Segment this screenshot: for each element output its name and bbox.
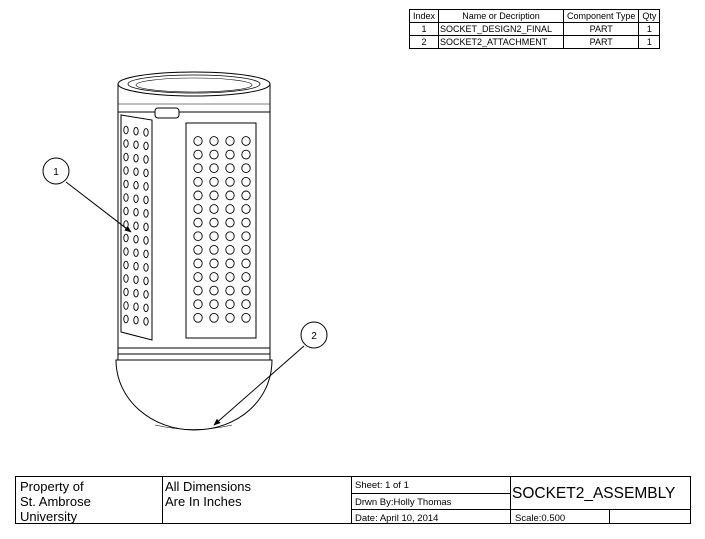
perforation-hole <box>194 191 202 200</box>
perforation-hole <box>124 234 128 242</box>
perforation-hole <box>124 248 128 256</box>
perforation-hole <box>194 218 202 227</box>
perforation-hole <box>242 273 250 282</box>
perforation-hole <box>210 273 218 282</box>
perforation-hole <box>226 259 234 268</box>
perforation-hole <box>134 303 138 311</box>
perforation-hole <box>134 168 138 176</box>
perforation-hole <box>194 205 202 214</box>
bom-cell-name: SOCKET_DESIGN2_FINAL <box>439 23 564 36</box>
perforation-hole <box>226 245 234 254</box>
drawing-date: Date: April 10, 2014 <box>355 513 439 524</box>
perforation-hole <box>210 313 218 322</box>
perforation-hole <box>194 232 202 241</box>
property-line-2: St. Ambrose <box>20 494 91 509</box>
perforation-hole <box>134 208 138 216</box>
bom-cell-type: PART <box>564 23 639 36</box>
perforation-hole <box>134 141 138 149</box>
perforation-hole <box>242 259 250 268</box>
perforation-hole <box>144 129 148 137</box>
perforation-hole <box>124 207 128 215</box>
perforation-hole <box>124 288 128 296</box>
perforation-hole <box>134 262 138 270</box>
perforation-hole <box>242 218 250 227</box>
perforation-hole <box>194 164 202 173</box>
perforation-hole <box>134 222 138 230</box>
perforation-hole <box>124 261 128 269</box>
perforation-hole <box>242 313 250 322</box>
perforation-hole <box>124 167 128 175</box>
bom-cell-qty: 1 <box>639 23 660 36</box>
perforation-hole <box>124 275 128 283</box>
perforation-hole <box>226 300 234 309</box>
perforation-hole <box>144 304 148 312</box>
perforation-hole <box>210 232 218 241</box>
perforation-hole <box>144 196 148 204</box>
perforation-hole <box>134 235 138 243</box>
perforation-hole <box>194 137 202 146</box>
perforation-hole <box>226 313 234 322</box>
perforation-hole <box>124 180 128 188</box>
perforation-hole <box>226 286 234 295</box>
drawing-scale: Scale:0.500 <box>515 513 566 524</box>
bom-cell-name: SOCKET2_ATTACHMENT <box>439 36 564 49</box>
perforation-hole <box>124 194 128 202</box>
perforation-hole <box>124 126 128 134</box>
perforation-hole <box>210 191 218 200</box>
perforation-hole <box>210 245 218 254</box>
part-name: SOCKET2_ASSEMBLY <box>512 485 676 502</box>
perforation-hole <box>194 300 202 309</box>
perforation-hole <box>242 245 250 254</box>
perforation-hole <box>194 150 202 159</box>
perforation-hole <box>226 150 234 159</box>
perforation-hole <box>124 153 128 161</box>
perforation-hole <box>242 286 250 295</box>
property-line-3: University <box>20 509 78 524</box>
dimensions-line-2: Are In Inches <box>165 494 242 509</box>
perforation-hole <box>210 150 218 159</box>
bom-header-qty: Qty <box>639 10 660 23</box>
property-line-1: Property of <box>20 479 84 494</box>
perforation-hole <box>242 232 250 241</box>
title-block-info-cell <box>352 477 511 523</box>
perforation-hole <box>210 137 218 146</box>
perforation-hole <box>144 264 148 272</box>
perforation-hole <box>194 245 202 254</box>
item-balloon-2-label: 2 <box>311 331 317 342</box>
perforation-hole <box>144 250 148 258</box>
bom-cell-qty: 1 <box>639 36 660 49</box>
perforation-hole <box>134 127 138 135</box>
title-block-dimensions-cell <box>163 477 352 523</box>
perforation-hole <box>194 286 202 295</box>
part-divider <box>511 509 690 510</box>
bom-cell-type: PART <box>564 36 639 49</box>
perforation-hole <box>226 164 234 173</box>
perforation-hole <box>242 150 250 159</box>
perforation-hole <box>144 156 148 164</box>
perforation-hole <box>144 318 148 326</box>
drawn-by: Drwn By:Holly Thomas <box>355 497 452 508</box>
perforation-hole <box>210 300 218 309</box>
perforation-hole <box>210 218 218 227</box>
perforation-hole <box>194 177 202 186</box>
perforation-hole <box>242 191 250 200</box>
perforation-hole <box>194 313 202 322</box>
dimensions-line-1: All Dimensions <box>165 479 251 494</box>
perforation-hole <box>144 291 148 299</box>
perforation-hole <box>210 259 218 268</box>
perforation-hole <box>242 177 250 186</box>
perforation-hole <box>144 223 148 231</box>
perforation-hole <box>226 273 234 282</box>
perforation-hole <box>134 195 138 203</box>
perforation-hole <box>134 316 138 324</box>
perforation-hole <box>144 142 148 150</box>
info-divider-2 <box>352 509 510 510</box>
bom-header-index: Index <box>410 10 439 23</box>
perforation-hole <box>210 286 218 295</box>
perforation-hole <box>144 237 148 245</box>
perforation-hole <box>124 302 128 310</box>
bom-header-name: Name or Decription <box>439 10 564 23</box>
perforation-hole <box>226 232 234 241</box>
perforation-hole <box>134 181 138 189</box>
perforation-hole <box>134 249 138 257</box>
perforation-hole <box>210 164 218 173</box>
bom-cell-index: 1 <box>410 23 439 36</box>
socket-top-rim <box>118 72 270 96</box>
perforation-hole <box>124 140 128 148</box>
perforation-hole <box>242 137 250 146</box>
perforation-hole <box>210 177 218 186</box>
title-block-property-cell <box>16 477 163 523</box>
perforation-hole <box>226 137 234 146</box>
item-balloon-1-label: 1 <box>53 167 59 178</box>
perforation-hole <box>226 205 234 214</box>
perforation-hole <box>144 169 148 177</box>
perforation-hole <box>134 276 138 284</box>
title-block-part-cell <box>511 477 690 523</box>
scale-divider <box>609 509 610 523</box>
perforation-hole <box>226 177 234 186</box>
perforation-hole <box>144 210 148 218</box>
title-block <box>15 476 691 524</box>
left-panel-holes <box>124 126 148 325</box>
info-divider-1 <box>352 493 510 494</box>
bom-cell-index: 2 <box>410 36 439 49</box>
perforation-hole <box>134 154 138 162</box>
perforation-hole <box>134 289 138 297</box>
item-balloon-2 <box>301 322 327 348</box>
perforation-hole <box>194 259 202 268</box>
perforation-hole <box>242 205 250 214</box>
perforation-hole <box>144 183 148 191</box>
socket-key-tab <box>155 108 179 118</box>
perforation-hole <box>226 218 234 227</box>
perforation-hole <box>210 205 218 214</box>
perforation-hole <box>242 164 250 173</box>
sheet-number: Sheet: 1 of 1 <box>355 480 409 491</box>
item-balloon-1 <box>43 158 69 184</box>
perforation-hole <box>242 300 250 309</box>
perforation-hole <box>124 315 128 323</box>
bom-header-type: Component Type <box>564 10 639 23</box>
perforation-hole <box>194 273 202 282</box>
perforation-hole <box>226 191 234 200</box>
perforation-hole <box>144 277 148 285</box>
